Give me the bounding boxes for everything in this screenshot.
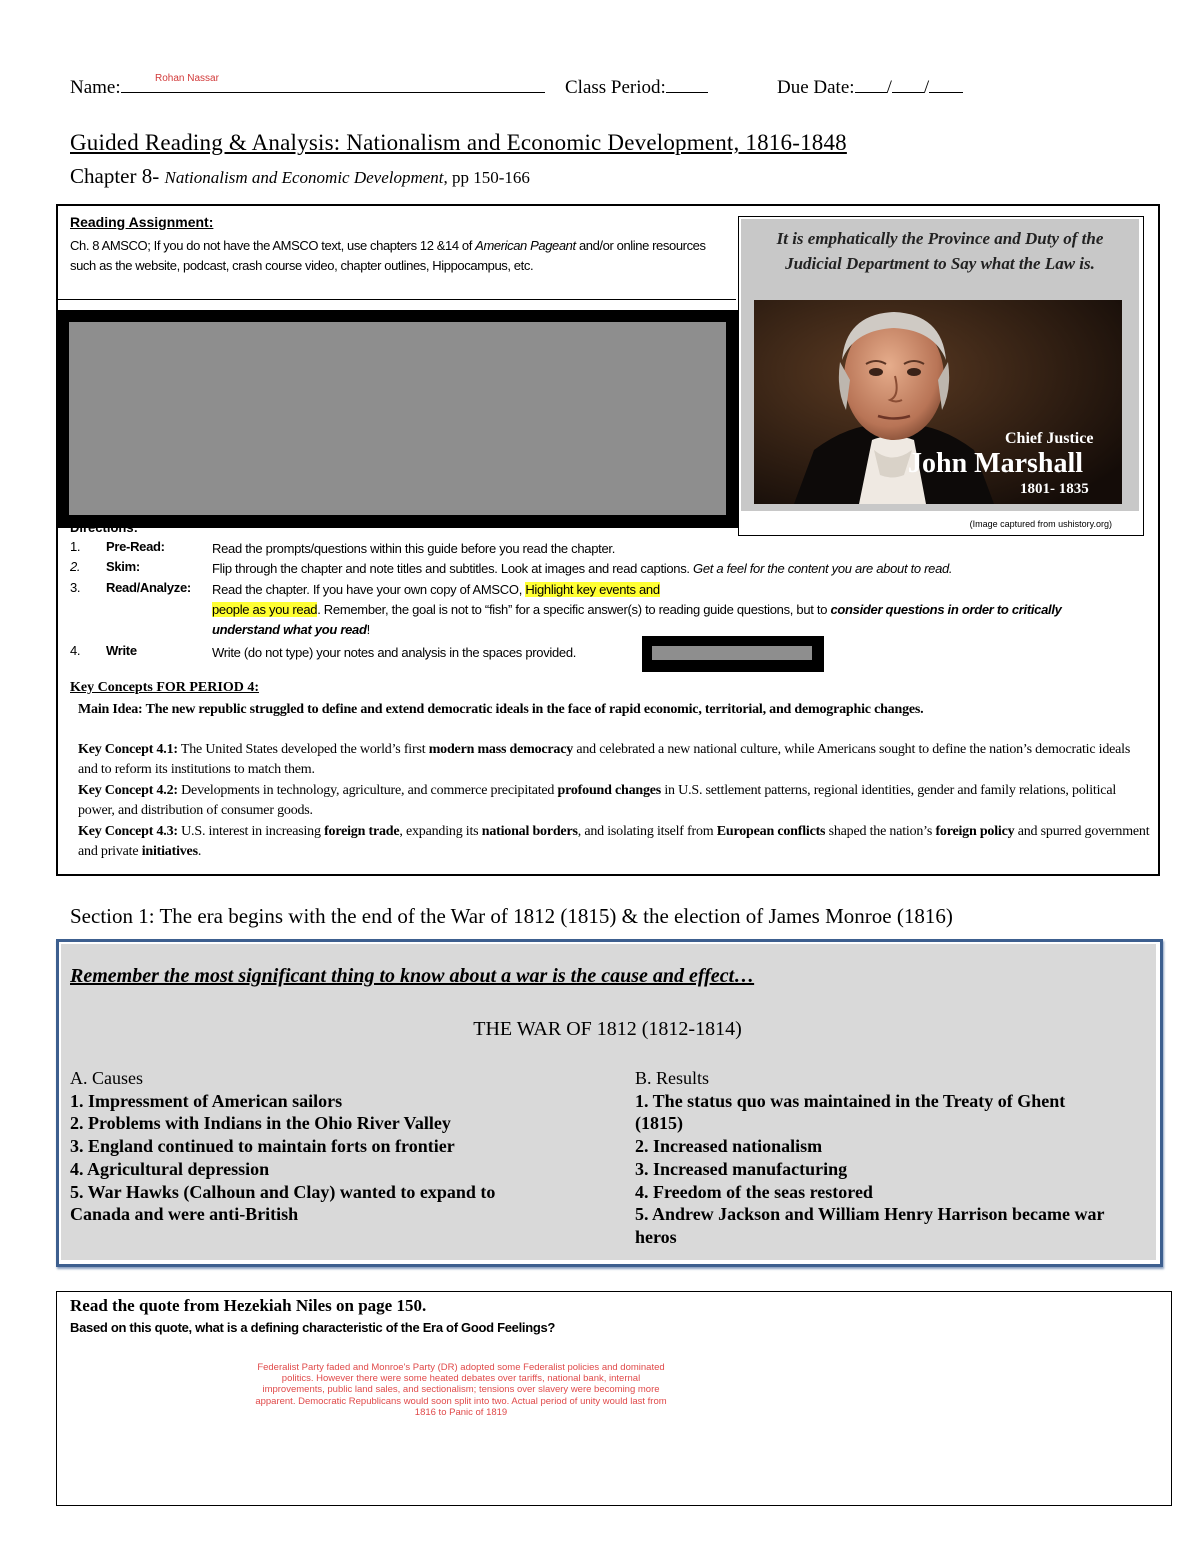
chapter-pages: , pp 150-166 — [443, 168, 530, 187]
page-title: Guided Reading & Analysis: Nationalism and Economic Development, 1816-1848 — [70, 130, 847, 155]
header-line — [70, 74, 545, 99]
key-concepts-heading: Key Concepts FOR PERIOD 4: — [70, 680, 259, 695]
list-item: 2. Problems with Indians in the Ohio River Valley — [70, 1113, 451, 1134]
portrait-role: Chief Justice — [1005, 430, 1094, 447]
list-item: 5. War Hawks (Calhoun and Clay) wanted to expand to Canada and were anti-British — [70, 1181, 496, 1225]
results-heading: B. Results — [635, 1068, 710, 1088]
results-column — [635, 1067, 1125, 1249]
highlighted-text: people as you read — [212, 602, 318, 617]
section-1-heading: Section 1: The era begins with the end of the War of 1812 (1815) & the election of James Monroe (1816) — [70, 904, 953, 928]
redaction-block-fill — [652, 646, 812, 660]
portrait-years: 1801- 1835 — [1020, 481, 1089, 497]
directions-heading: Directions: — [70, 520, 138, 535]
class-period-field[interactable] — [666, 74, 708, 93]
chapter-subtitle: Nationalism and Economic Development — [164, 168, 444, 187]
class-period — [565, 74, 708, 99]
causes-column — [70, 1067, 570, 1226]
war-title: THE WAR OF 1812 (1812-1814) — [473, 1018, 742, 1040]
list-item: 3. England continued to maintain forts on frontier — [70, 1136, 455, 1157]
question-prompt: Based on this quote, what is a defining characteristic of the Era of Good Feelings? — [70, 1320, 556, 1335]
question-heading: Read the quote from Hezekiah Niles on page 150. — [70, 1296, 427, 1315]
list-item: 4. Freedom of the seas restored — [635, 1181, 873, 1202]
causes-heading: A. Causes — [70, 1068, 143, 1088]
image-caption: (Image captured from ushistory.org) — [969, 519, 1112, 529]
list-item: 1. The status quo was maintained in the Treaty of Ghent (1815) — [635, 1090, 1066, 1134]
list-item: 2. Increased nationalism — [635, 1136, 823, 1157]
chapter-heading — [70, 164, 530, 189]
list-item: 5. Andrew Jackson and William Henry Harrison became war heros — [635, 1204, 1105, 1247]
chapter-label: Chapter 8- — [70, 164, 160, 188]
due-day-field[interactable] — [892, 74, 924, 93]
due-date-label: Due Date: — [777, 77, 855, 98]
due-date: Due Date: / / — [777, 74, 963, 99]
redaction-block-fill — [69, 322, 726, 515]
portrait-name: John Marshall — [908, 448, 1084, 479]
key-concept-4-2: Key Concept 4.2: Developments in technology, agriculture, and commerce precipitated profound changes in U.S. settlement patterns, regional identities, gender and family relations, political power, and distribution of consumer goods. — [78, 783, 1117, 818]
war-lead: Remember the most significant thing to know about a war is the cause and effect… — [70, 965, 755, 987]
marshall-quote: It is emphatically the Province and Duty of the Judicial Department to Say what the Law is. — [776, 229, 1104, 273]
key-concept-4-1: Key Concept 4.1: The United States developed the world’s first modern mass democracy and celebrated a new national culture, while Americans sought to define the nation’s democratic ideals and to reform its institutions to match them. — [78, 742, 1131, 777]
due-month-field[interactable] — [855, 74, 887, 93]
divider — [58, 299, 736, 300]
highlighted-text: Highlight key events and — [525, 582, 660, 597]
due-year-field[interactable] — [929, 74, 963, 93]
reading-assignment-heading: Reading Assignment: — [70, 214, 214, 230]
reading-assignment-text: Ch. 8 AMSCO; If you do not have the AMSCO text, use chapters 12 &14 of American Pageant and/or online resources such as the website, podcast, crash course video, chapter outlines, Hippocampus, etc. — [70, 238, 706, 273]
list-item: 4. Agricultural depression — [70, 1158, 270, 1179]
main-idea: Main Idea: The new republic struggled to define and extend democratic ideals in the face of rapid economic, territorial, and demographic changes. — [78, 702, 924, 717]
key-concept-4-3: Key Concept 4.3: U.S. interest in increasing foreign trade, expanding its national borders, and isolating itself from European conflicts shaped the nation’s foreign policy and spurred government and private initiatives. — [78, 824, 1150, 859]
class-period-label: Class Period: — [565, 77, 666, 98]
name-label: Name: — [70, 77, 121, 98]
list-item: 1. Impressment of American sailors — [70, 1090, 343, 1111]
list-item: 3. Increased manufacturing — [635, 1158, 848, 1179]
name-value: Rohan Nassar — [155, 73, 219, 84]
handwritten-answer: Federalist Party faded and Monroe's Party (DR) adopted some Federalist policies and dominated politics. However there were some heated debates over tariffs, national bank, internal improvements, public land sales, and sectionalism; tensions over slavery were becoming more apparent. Democratic Republicans would soon split into two. Actual period of unity would last from 1816 to Panic of 1819 — [255, 1362, 667, 1418]
